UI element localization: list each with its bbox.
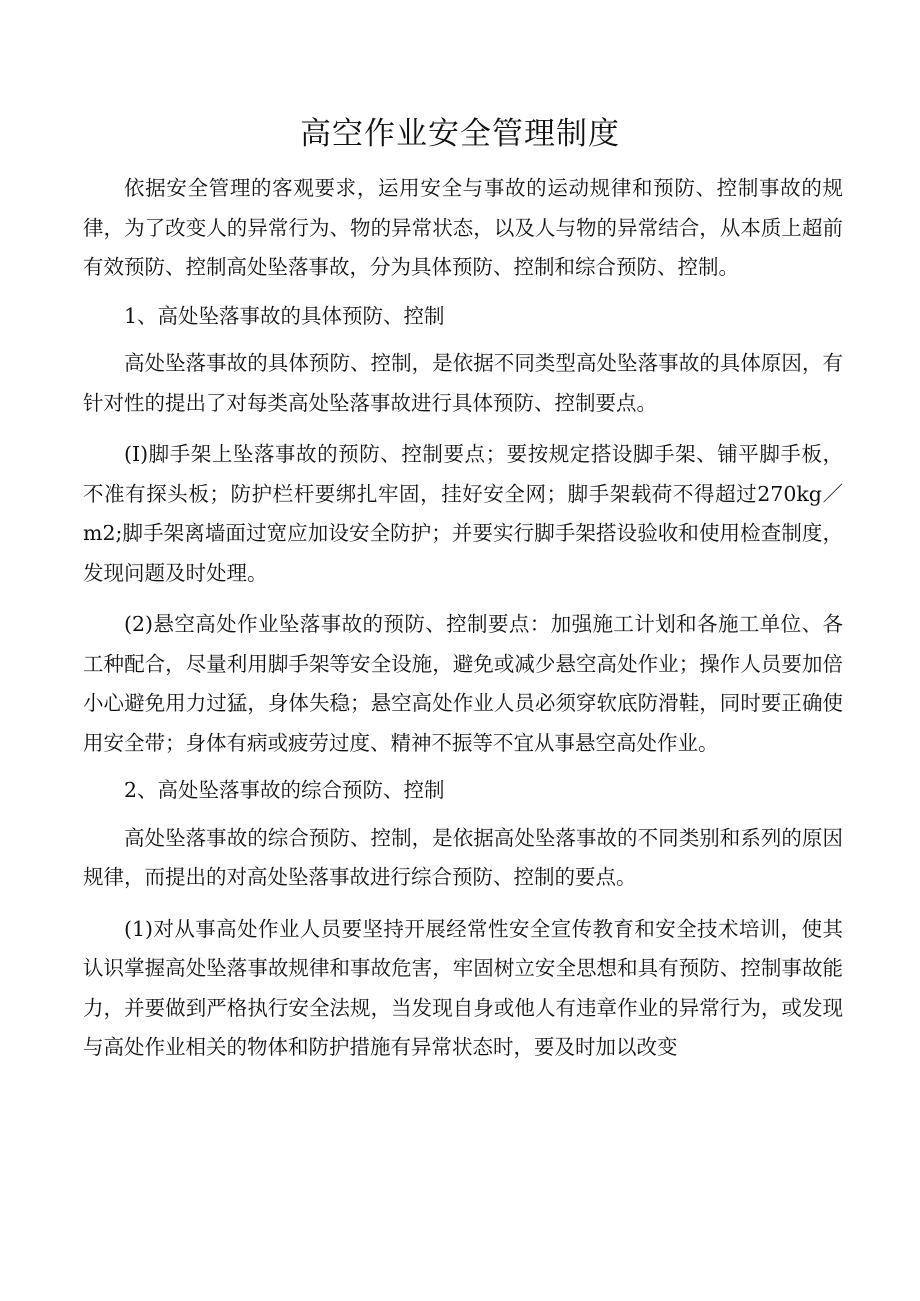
scaffold-control-paragraph: (I)脚手架上坠落事故的预防、控制要点；要按规定搭设脚手架、铺平脚手板，不准有探头板；防护栏杆要绑扎牢固，挂好安全网；脚手架载荷不得超过270kg／m2;脚手架离墙面过宽应加设安全防护；并要实行脚手架搭设验收和使用检查制度，发现问题及时处理。 — [83, 442, 843, 585]
section-1-heading: 1、高处坠落事故的具体预防、控制 — [124, 303, 445, 328]
intro-paragraph: 依据安全管理的客观要求，运用安全与事故的运动规律和预防、控制事故的规律，为了改变人的异常行为、物的异常状态，以及人与物的异常结合，从本质上超前有效预防、控制高处坠落事故，分为具体预防、控制和综合预防、控制。 — [83, 176, 843, 279]
training-paragraph: (1)对从事高处作业人员要坚持开展经常性安全宣传教育和安全技术培训，使其认识掌握高处坠落事故规律和事故危害，牢固树立安全思想和具有预防、控制事故能力，并要做到严格执行安全法规，当发现自身或他人有违章作业的异常行为，或发现与高处作业相关的物体和防护措施有异常状态时，要及时加以改变 — [83, 916, 843, 1059]
document-title: 高空作业安全管理制度 — [300, 116, 620, 152]
document-body — [83, 169, 843, 1068]
suspended-work-control-paragraph: (2)悬空高处作业坠落事故的预防、控制要点：加强施工计划和各施工单位、各工种配合，尽量利用脚手架等安全设施，避免或减少悬空高处作业；操作人员要加倍小心避免用力过猛，身体失稳；悬空高处作业人员必须穿软底防滑鞋，同时要正确使用安全带；身体有病或疲劳过度、精神不振等不宜从事悬空高处作业。 — [83, 612, 843, 755]
section-1-paragraph: 高处坠落事故的具体预防、控制，是依据不同类型高处坠落事故的具体原因，有针对性的提出了对每类高处坠落事故进行具体预防、控制要点。 — [83, 351, 843, 415]
section-2-paragraph: 高处坠落事故的综合预防、控制，是依据高处坠落事故的不同类别和系列的原因规律，而提出的对高处坠落事故进行综合预防、控制的要点。 — [83, 825, 843, 889]
section-2-heading: 2、高处坠落事故的综合预防、控制 — [124, 778, 445, 802]
